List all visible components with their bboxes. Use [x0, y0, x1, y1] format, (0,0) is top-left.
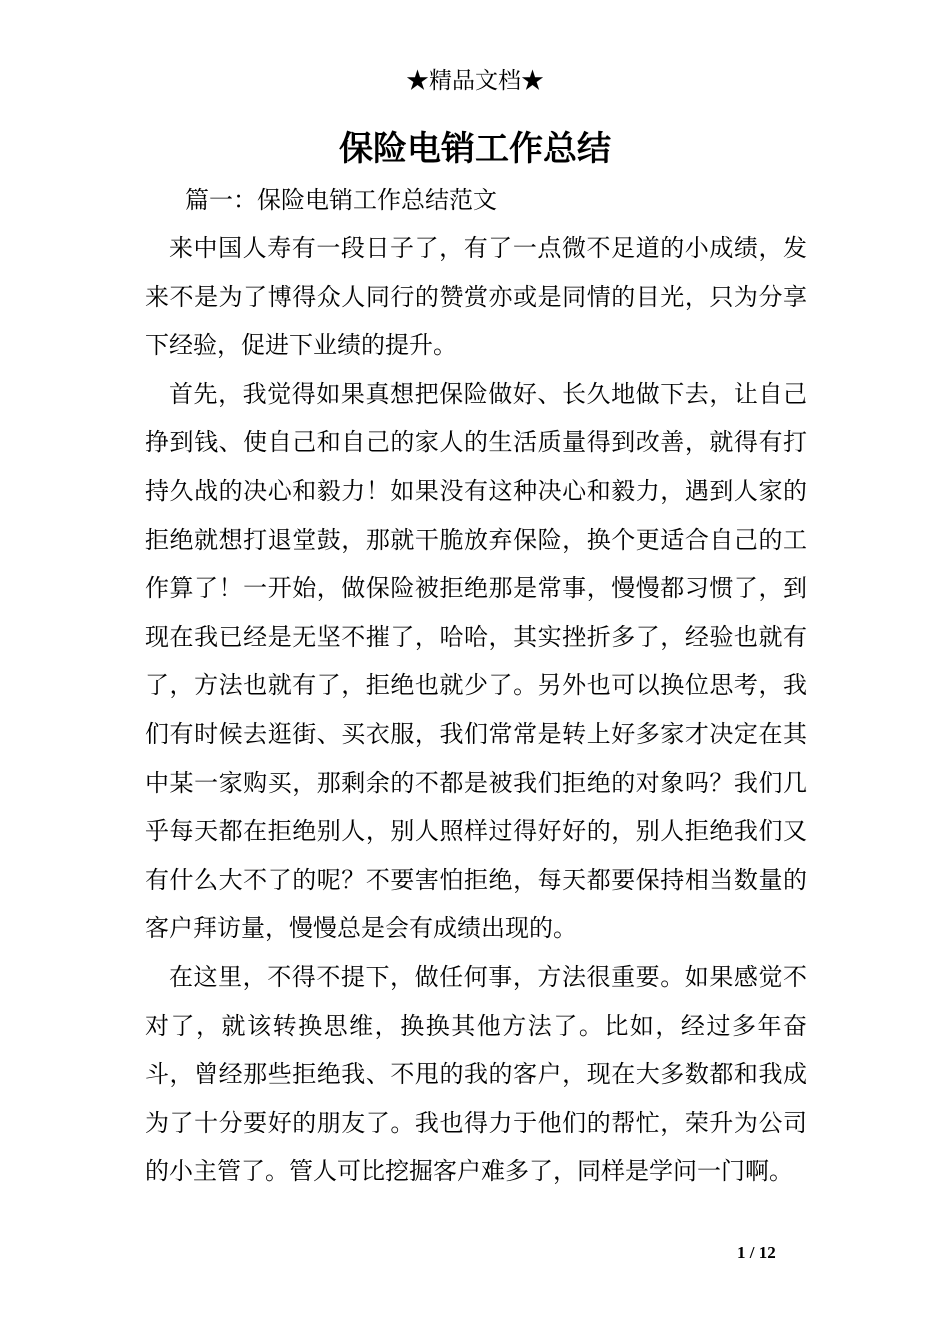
document-body [145, 224, 807, 1196]
document-subtitle: 篇一：保险电销工作总结范文 [185, 186, 497, 214]
document-title: 保险电销工作总结 [339, 129, 611, 169]
paragraph: 首先，我觉得如果真想把保险做好、长久地做下去，让自己挣到钱、使自己和自己的家人的生活质量得到改善，就得有打持久战的决心和毅力！如果没有这种决心和毅力，遇到人家的拒绝就想打退堂鼓，那就干脆放弃保险，换个更适合自己的工作算了！一开始，做保险被拒绝那是常事，慢慢都习惯了，到现在我已经是无坚不摧了，哈哈，其实挫折多了，经验也就有了，方法也就有了，拒绝也就少了。另外也可以换位思考，我们有时候去逛街、买衣服，我们常常是转上好多家才决定在其中某一家购买，那剩余的不都是被我们拒绝的对象吗？我们几乎每天都在拒绝别人，别人照样过得好好的，别人拒绝我们又有什么大不了的呢？不要害怕拒绝，每天都要保持相当数量的客户拜访量，慢慢总是会有成绩出现的。 [145, 379, 807, 943]
paragraph: 在这里，不得不提下，做任何事，方法很重要。如果感觉不对了，就该转换思维，换换其他方法了。比如，经过多年奋斗，曾经那些拒绝我、不甩的我的客户，现在大多数都和我成为了十分要好的朋友了。我也得力于他们的帮忙，荣升为公司的小主管了。管人可比挖掘客户难多了，同样是学问一门啊。 [145, 962, 807, 1186]
page-header: ★精品文档★ [406, 68, 544, 94]
paragraph: 来中国人寿有一段日子了，有了一点微不足道的小成绩，发来不是为了博得众人同行的赞赏亦或是同情的目光，只为分享下经验，促进下业绩的提升。 [145, 234, 807, 360]
page-number: 1 / 12 [737, 1243, 776, 1262]
